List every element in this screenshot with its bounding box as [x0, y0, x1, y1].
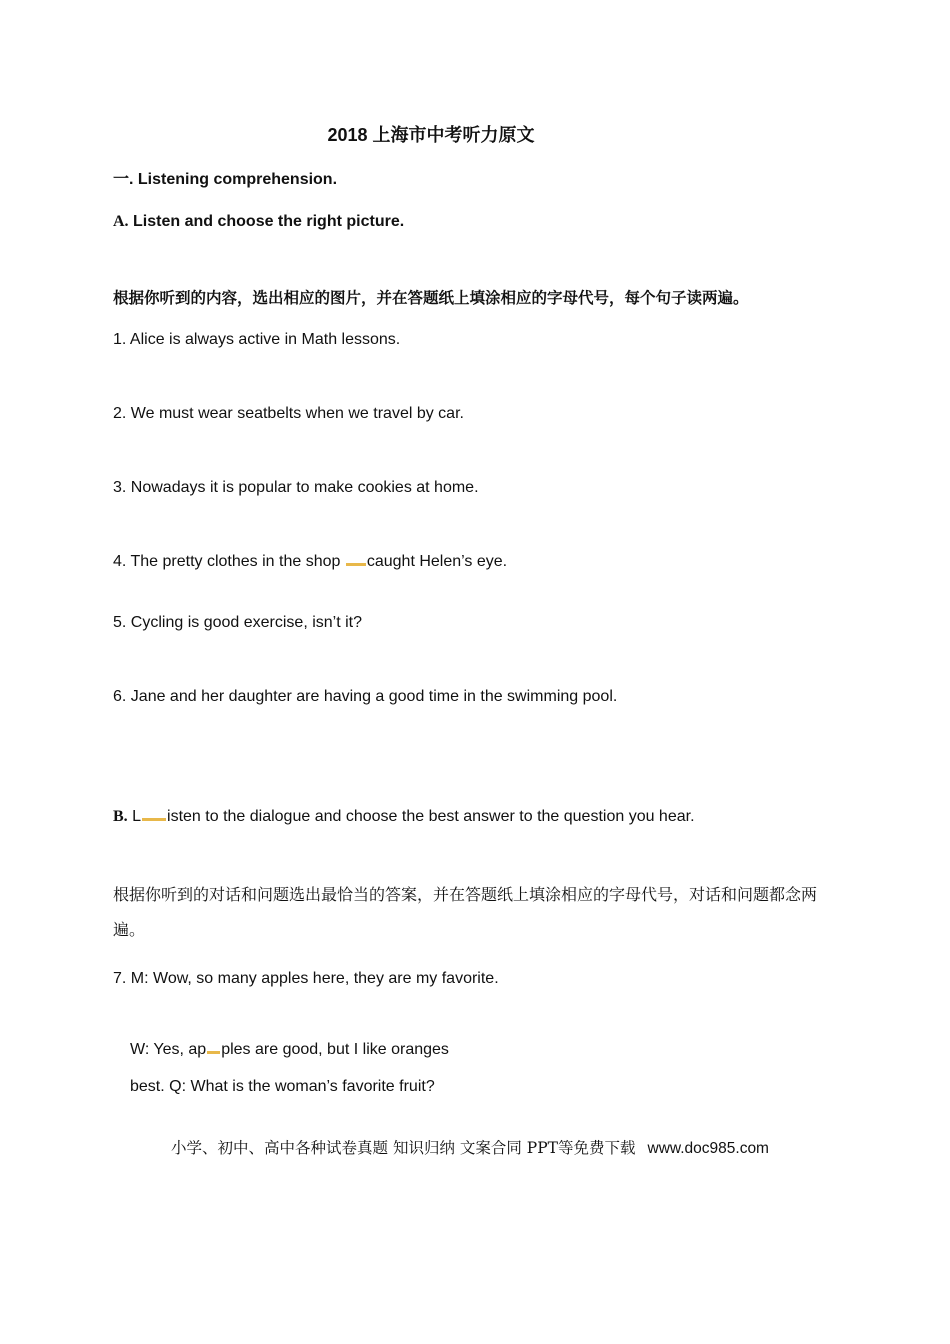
part-b-letter: B. — [113, 808, 128, 825]
item-4 — [113, 552, 507, 572]
part-a-heading-text: Listen and choose the right picture. — [133, 213, 405, 230]
footer-url[interactable]: www.doc985.com — [647, 1140, 769, 1157]
section-heading: 一. Listening comprehension. — [113, 171, 338, 188]
question-7-line2: best. Q: What is the woman’s favorite fruit? — [130, 1078, 435, 1095]
question-7-woman-start: W: Yes, ap — [130, 1041, 207, 1058]
item-4-end: caught Helen’s eye. — [366, 553, 508, 570]
page-title: 2018 上海市中考听力原文 — [327, 125, 535, 145]
question-7-man: 7. M: Wow, so many apples here, they are my favorite. — [113, 970, 499, 987]
question-7-woman-rest: ples are good, but I like oranges — [221, 1041, 449, 1058]
item-1: 1. Alice is always active in Math lessons. — [113, 331, 401, 348]
page-footer — [0, 1138, 940, 1159]
part-b-instruction-line2: 遍。 — [113, 920, 146, 939]
part-a-letter: A. — [113, 213, 129, 230]
question-7-woman — [130, 1040, 449, 1060]
item-3: 3. Nowadays it is popular to make cookies at home. — [113, 479, 479, 496]
item-2: 2. We must wear seatbelts when we travel by car. — [113, 405, 464, 422]
part-b-heading-rest: isten to the dialogue and choose the best answer to the question you hear. — [167, 808, 695, 825]
footer-text: 小学、初中、高中各种试卷真题 知识归纳 文案合同 PPT等免费下载 — [171, 1139, 636, 1157]
part-b-instruction-line1: 根据你听到的对话和问题选出最恰当的答案，并在答题纸上填涂相应的字母代号，对话和问题都念两 — [113, 885, 818, 904]
part-a-instruction: 根据你听到的内容，选出相应的图片，并在答题纸上填涂相应的字母代号，每个句子读两遍。 — [113, 289, 749, 307]
highlight-mark — [207, 1051, 220, 1054]
highlight-mark — [346, 563, 366, 566]
part-a-heading — [113, 212, 404, 232]
part-b-heading — [113, 807, 695, 827]
item-6: 6. Jane and her daughter are having a good time in the swimming pool. — [113, 688, 618, 705]
highlight-mark — [142, 818, 166, 821]
part-b-heading-start: L — [132, 808, 142, 825]
item-5: 5. Cycling is good exercise, isn’t it? — [113, 614, 362, 631]
item-4-start: 4. The pretty clothes in the shop — [113, 553, 345, 570]
